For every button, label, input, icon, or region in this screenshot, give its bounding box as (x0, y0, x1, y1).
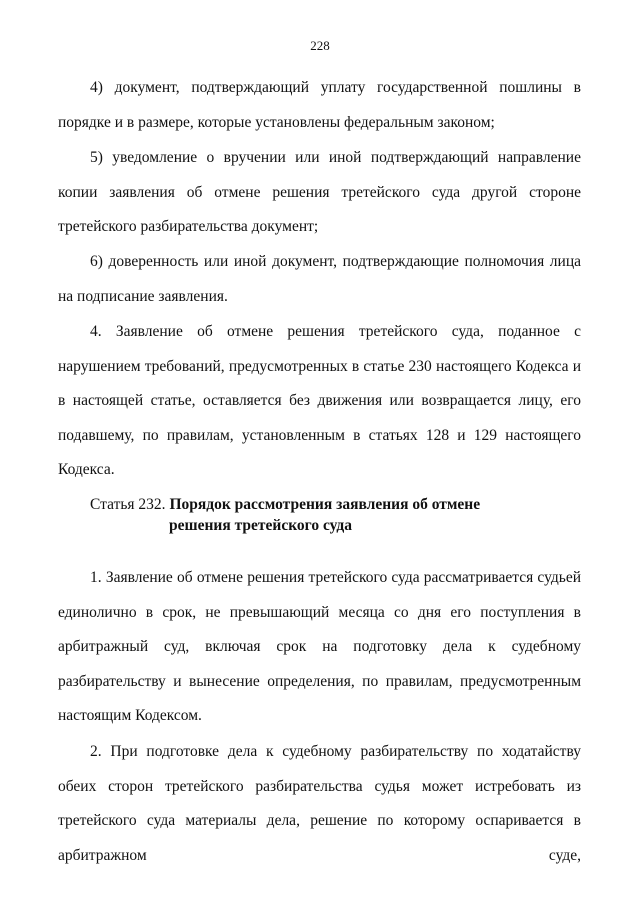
article-heading (90, 494, 570, 536)
list-item-5: 5) уведомление о вручении или иной подтверждающий направление копии заявления об отмене решения третейского суда другой стороне третейского разбирательства документ; (58, 149, 581, 236)
list-item-6: 6) доверенность или иной документ, подтверждающие полномочия лица на подписание заявления. (58, 253, 581, 305)
article-title-line2: решения третейского суда (169, 517, 352, 534)
list-item-4: 4) документ, подтверждающий уплату государственной пошлины в порядке и в размере, которые установлены федеральным законом; (58, 79, 581, 131)
article-paragraph-1: 1. Заявление об отмене решения третейского суда рассматривается судьей единолично в срок, не превышающий месяца со дня его поступления в арбитражный суд, включая срок на подготовку дела к судебному разбирательству и вынесение определения, по правилам, предусмотренным настоящим Кодексом. (58, 569, 581, 725)
article-paragraph-2: 2. При подготовке дела к судебному разбирательству по ходатайству обеих сторон третейского разбирательства судья может истребовать из третейского суда материалы дела, решение по которому оспаривается в арбитражном суде, (58, 743, 581, 864)
paragraph-4: 4. Заявление об отмене решения третейского суда, поданное с нарушением требований, предусмотренных в статье 230 настоящего Кодекса и в настоящей статье, оставляется без движения или возвращается лицу, его подавшему, по правилам, установленным в статьях 128 и 129 настоящего Кодекса. (58, 323, 581, 479)
page-number: 228 (310, 38, 330, 53)
article-number: Статья 232. (90, 496, 166, 513)
article-title-line1: Порядок рассмотрения заявления об отмене (169, 496, 481, 513)
